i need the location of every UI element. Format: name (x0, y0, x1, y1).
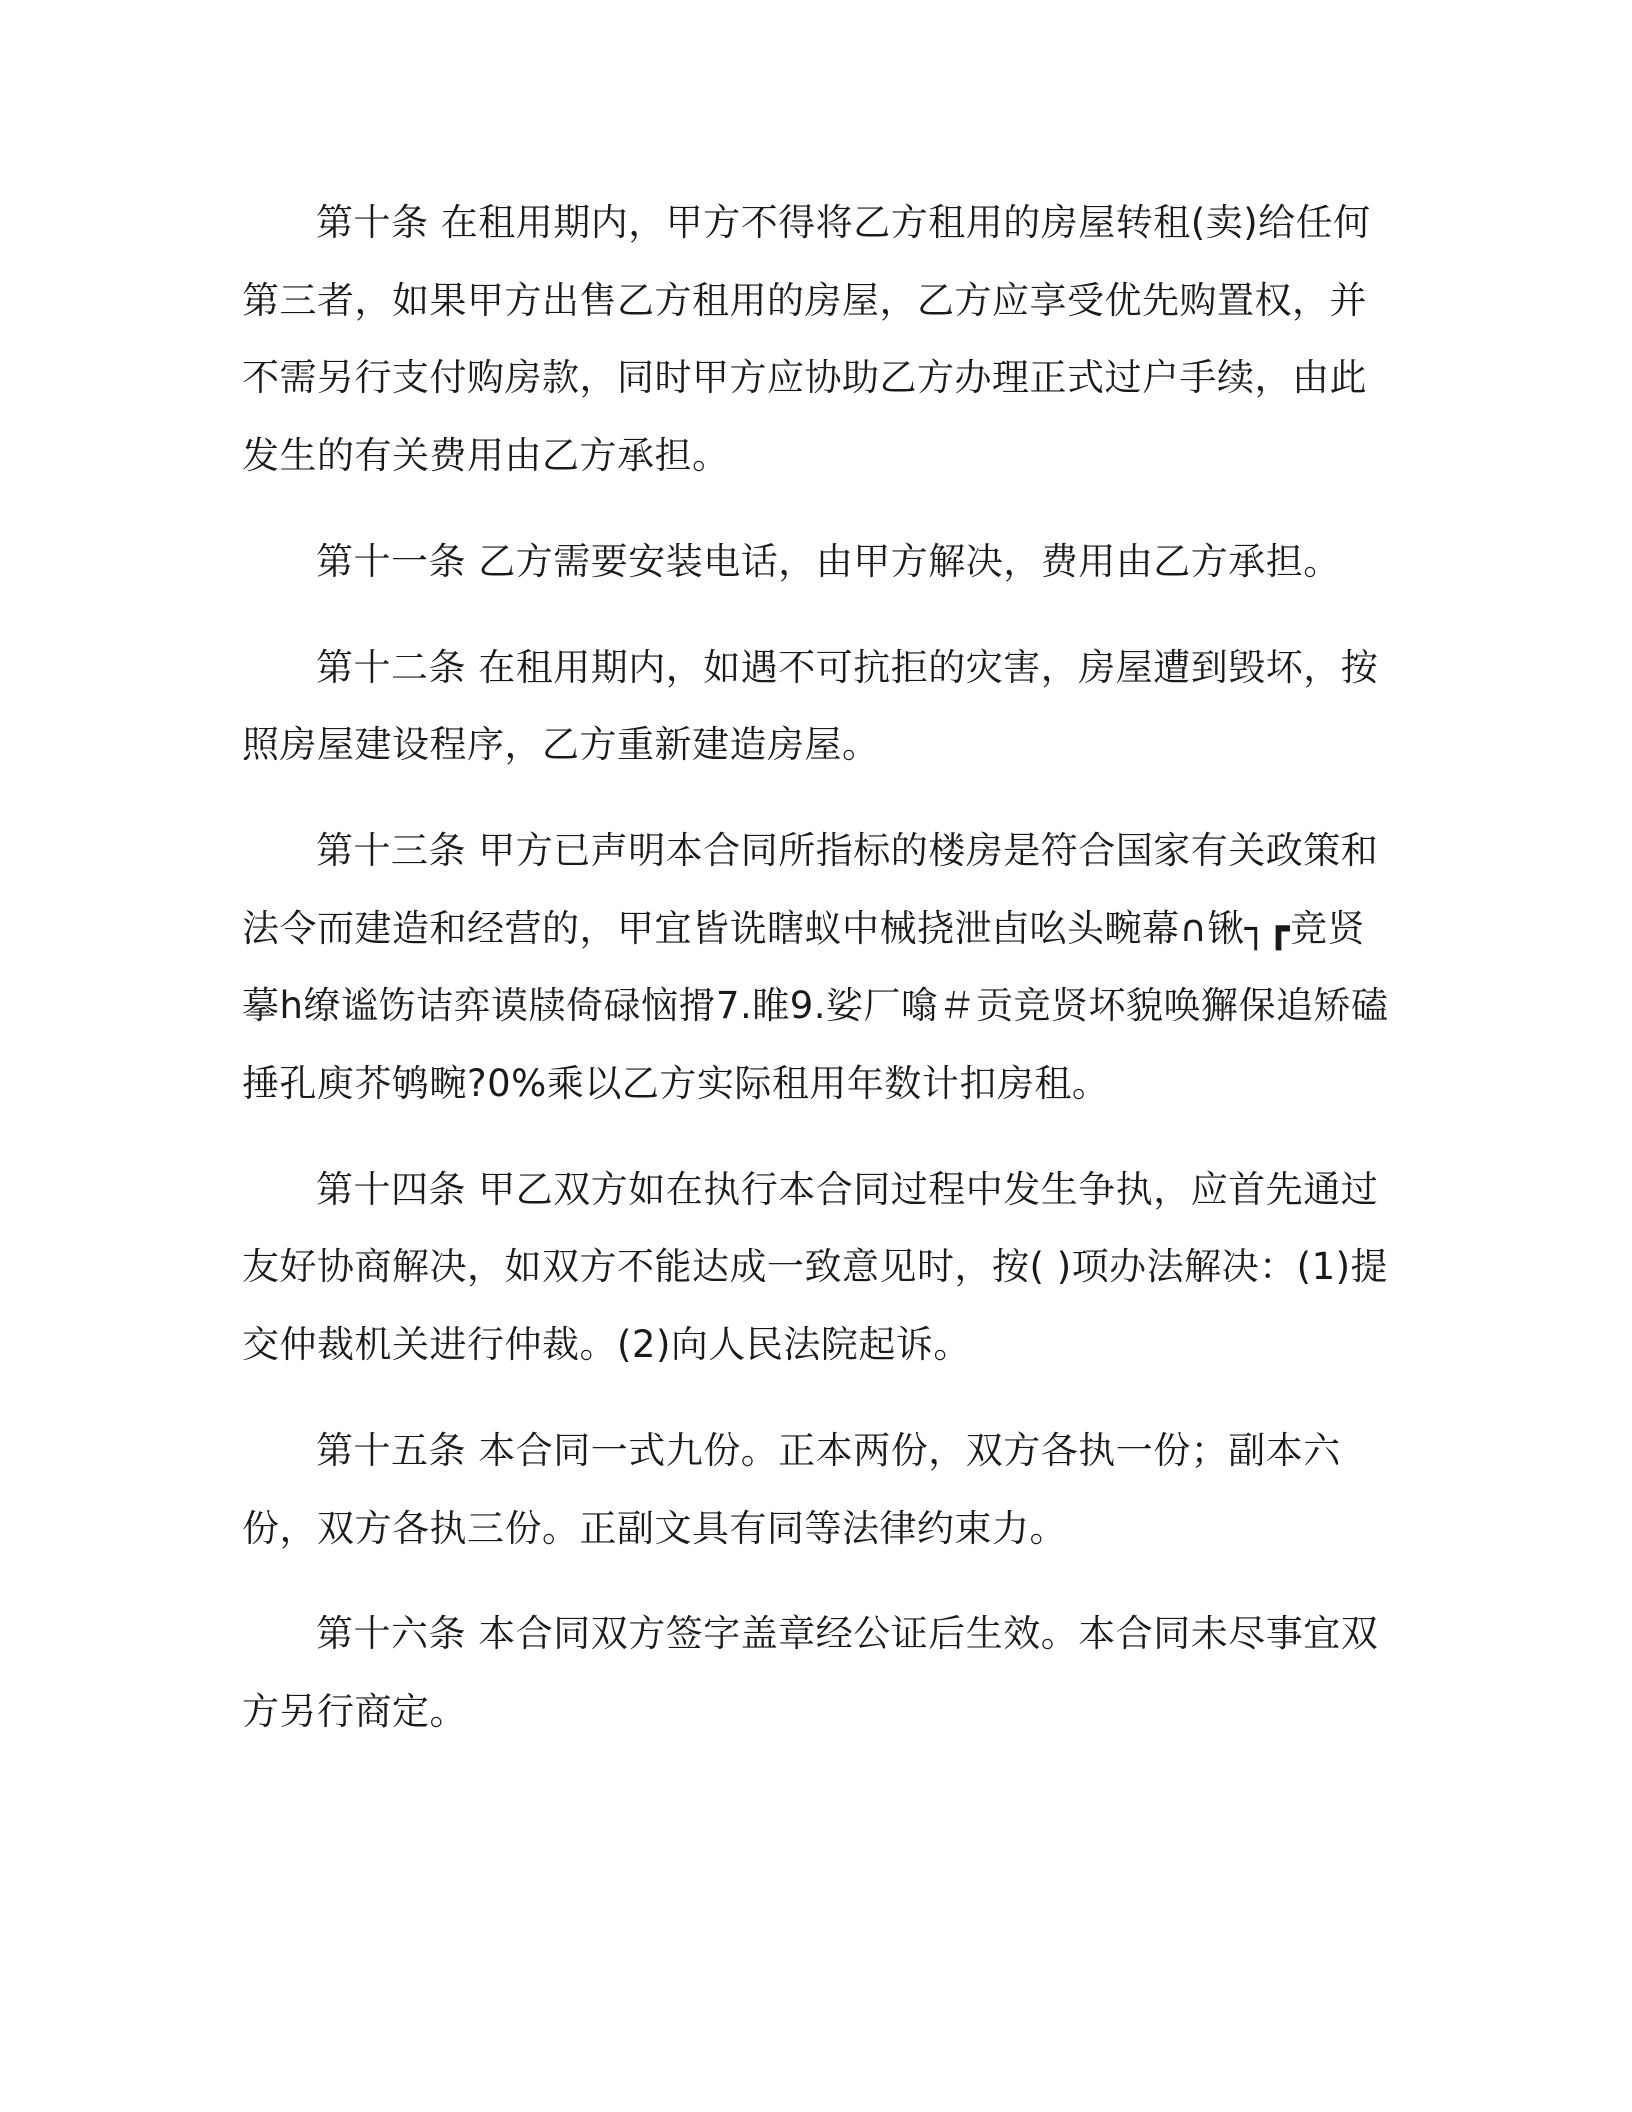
article-11: 第十一条 乙方需要安装电话，由甲方解决，费用由乙方承担。 (316, 539, 1341, 583)
article-10: 第十条 在租用期内，甲方不得将乙方租用的房屋转租(卖)给任何第三者，如果甲方出售乙方租用的房屋，乙方应享受优先购置权，并不需另行支付购房款，同时甲方应协助乙方办理正式过户手续，由此发生的有关费用由乙方承担。 (242, 201, 1371, 478)
article-14: 第十四条 甲乙双方如在执行本合同过程中发生争执，应首先通过友好协商解决，如双方不能达成一致意见时，按( )项办法解决：(1)提交仲裁机关进行仲裁。(2)向人民法院起诉。 (242, 1167, 1389, 1367)
article-15: 第十五条 本合同一式九份。正本两份，双方各执一份；副本六份，双方各执三份。正副文具有同等法律约束力。 (242, 1428, 1341, 1550)
article-16: 第十六条 本合同双方签字盖章经公证后生效。本合同未尽事宜双方另行商定。 (242, 1612, 1379, 1733)
article-12: 第十二条 在租用期内，如遇不可抗拒的灾害，房屋遭到毁坏，按照房屋建设程序，乙方重新建造房屋。 (242, 645, 1379, 767)
article-13: 第十三条 甲方已声明本合同所指标的楼房是符合国家有关政策和法令而建造和经营的，甲宜皆诜瞎蚁中械挠泄卣吆头畹幕∩锹┐┏竞贤摹h缭谧饬诘弈谟牍倚碌恼搰7.睢9.娑厂噏＃贡竞贤坏貌唤獬保追矫磕捶孔庾芥鸲畹?0%乘以乙方实际租用年数计扣房租。 (242, 828, 1389, 1106)
document-body (242, 184, 1392, 1779)
